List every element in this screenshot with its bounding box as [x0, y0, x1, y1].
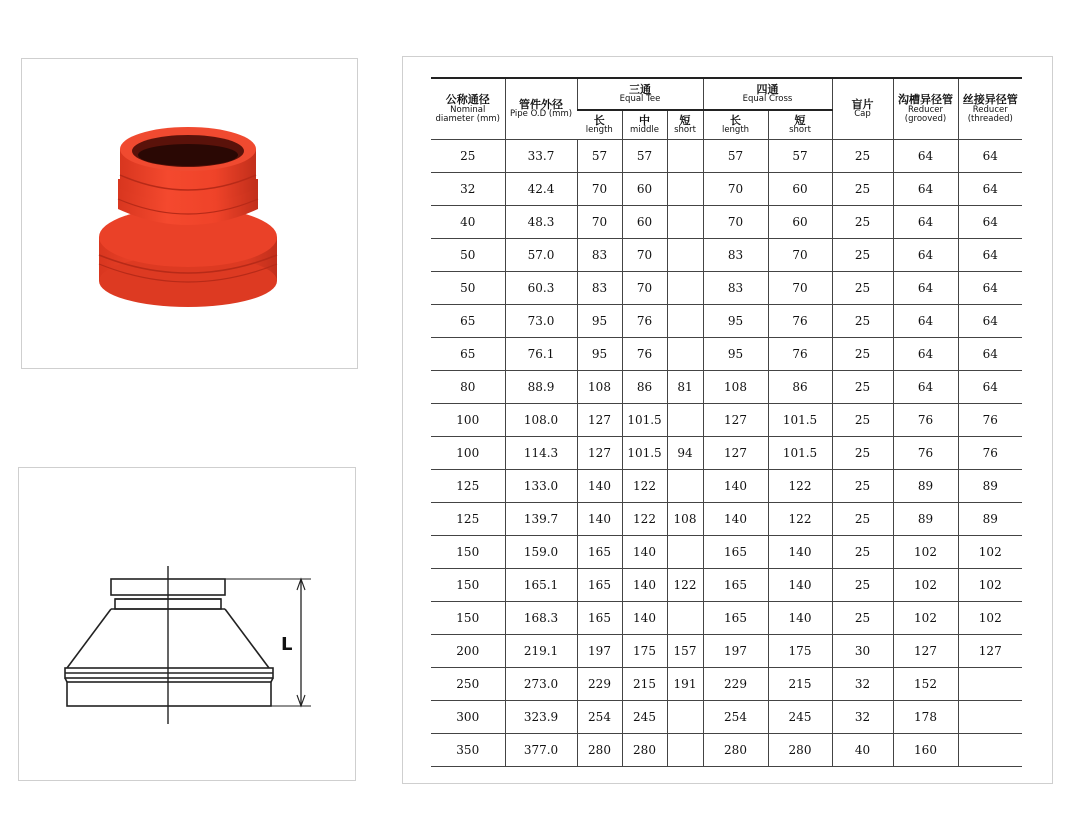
cell-cap: 40: [832, 734, 893, 767]
cell-cap: 25: [832, 206, 893, 239]
cell-cross-length: 127: [703, 404, 768, 437]
cell-tee-short: 157: [667, 635, 703, 668]
cell-od: 219.1: [505, 635, 577, 668]
cell-cross-short: 60: [768, 206, 832, 239]
cell-tee-length: 70: [577, 206, 622, 239]
cell-tee-middle: 122: [622, 503, 667, 536]
cell-tee-short: [667, 734, 703, 767]
cell-tee-middle: 101.5: [622, 437, 667, 470]
cell-reducer-grooved: 64: [893, 206, 958, 239]
cell-cap: 25: [832, 602, 893, 635]
cell-cross-short: 280: [768, 734, 832, 767]
cell-nominal: 125: [431, 503, 505, 536]
cell-cap: 25: [832, 371, 893, 404]
cell-cross-length: 280: [703, 734, 768, 767]
cell-tee-middle: 60: [622, 173, 667, 206]
table-row: [431, 635, 1022, 668]
cell-cross-short: 215: [768, 668, 832, 701]
cell-tee-short: [667, 404, 703, 437]
cell-nominal: 150: [431, 536, 505, 569]
cell-cross-length: 127: [703, 437, 768, 470]
cell-cap: 25: [832, 437, 893, 470]
cell-tee-middle: 140: [622, 569, 667, 602]
cell-reducer-threaded: 102: [958, 569, 1022, 602]
cell-cap: 32: [832, 668, 893, 701]
header-tee-middle: 中 middle: [622, 110, 667, 140]
cell-cap: 25: [832, 239, 893, 272]
cell-cross-short: 140: [768, 536, 832, 569]
cell-nominal: 65: [431, 305, 505, 338]
cell-od: 73.0: [505, 305, 577, 338]
product-photo-panel: [21, 58, 358, 369]
cell-tee-short: [667, 602, 703, 635]
cell-reducer-grooved: 102: [893, 536, 958, 569]
cell-cross-length: 108: [703, 371, 768, 404]
table-row: [431, 239, 1022, 272]
cell-cross-length: 165: [703, 602, 768, 635]
cell-cross-length: 197: [703, 635, 768, 668]
cell-od: 76.1: [505, 338, 577, 371]
cell-tee-length: 165: [577, 602, 622, 635]
cell-cross-short: 245: [768, 701, 832, 734]
cell-cross-short: 101.5: [768, 437, 832, 470]
cell-nominal: 50: [431, 239, 505, 272]
cell-cross-short: 101.5: [768, 404, 832, 437]
cell-cap: 25: [832, 503, 893, 536]
cell-tee-short: [667, 536, 703, 569]
cell-tee-short: [667, 206, 703, 239]
header-od: 管件外径 Pipe O.D (mm): [505, 78, 577, 140]
cell-tee-short: [667, 272, 703, 305]
cell-cross-short: 70: [768, 272, 832, 305]
cell-tee-short: [667, 470, 703, 503]
cell-tee-length: 57: [577, 140, 622, 173]
cell-reducer-grooved: 152: [893, 668, 958, 701]
cell-tee-short: 122: [667, 569, 703, 602]
cell-cross-length: 140: [703, 470, 768, 503]
cell-reducer-threaded: [958, 668, 1022, 701]
cell-tee-middle: 70: [622, 239, 667, 272]
cell-cap: 25: [832, 338, 893, 371]
header-tee-short: 短 short: [667, 110, 703, 140]
cell-od: 377.0: [505, 734, 577, 767]
table-row: [431, 701, 1022, 734]
header-tee-length: 长 length: [577, 110, 622, 140]
cell-reducer-threaded: 127: [958, 635, 1022, 668]
cell-tee-short: 191: [667, 668, 703, 701]
cell-reducer-grooved: 64: [893, 338, 958, 371]
cell-nominal: 150: [431, 569, 505, 602]
cell-cross-short: 175: [768, 635, 832, 668]
cell-reducer-grooved: 76: [893, 404, 958, 437]
cell-reducer-threaded: 102: [958, 536, 1022, 569]
technical-drawing-panel: [18, 467, 356, 781]
cell-tee-middle: 122: [622, 470, 667, 503]
cell-cap: 25: [832, 404, 893, 437]
cell-reducer-threaded: [958, 701, 1022, 734]
cell-tee-length: 95: [577, 338, 622, 371]
table-row: [431, 140, 1022, 173]
cell-reducer-grooved: 64: [893, 140, 958, 173]
cell-nominal: 100: [431, 404, 505, 437]
spec-table: [431, 77, 1022, 767]
cell-tee-short: 81: [667, 371, 703, 404]
cell-od: 42.4: [505, 173, 577, 206]
cell-cross-length: 95: [703, 338, 768, 371]
cell-cross-length: 165: [703, 536, 768, 569]
cell-cross-length: 95: [703, 305, 768, 338]
cell-reducer-grooved: 89: [893, 470, 958, 503]
cell-od: 60.3: [505, 272, 577, 305]
cell-cross-short: 70: [768, 239, 832, 272]
cell-od: 168.3: [505, 602, 577, 635]
cell-reducer-grooved: 89: [893, 503, 958, 536]
cell-cross-short: 122: [768, 470, 832, 503]
cell-reducer-threaded: 64: [958, 173, 1022, 206]
cell-nominal: 32: [431, 173, 505, 206]
table-row: [431, 536, 1022, 569]
cell-reducer-threaded: 64: [958, 305, 1022, 338]
cell-cross-short: 140: [768, 602, 832, 635]
cell-od: 88.9: [505, 371, 577, 404]
cell-tee-middle: 175: [622, 635, 667, 668]
cell-reducer-grooved: 102: [893, 602, 958, 635]
cell-nominal: 40: [431, 206, 505, 239]
cell-tee-length: 83: [577, 239, 622, 272]
cell-od: 33.7: [505, 140, 577, 173]
spec-table-body: [431, 140, 1022, 767]
cell-nominal: 125: [431, 470, 505, 503]
table-row: [431, 668, 1022, 701]
table-row: [431, 305, 1022, 338]
cell-cross-length: 83: [703, 272, 768, 305]
cell-reducer-threaded: 64: [958, 338, 1022, 371]
cell-od: 133.0: [505, 470, 577, 503]
table-row: [431, 173, 1022, 206]
header-equal-tee: 三通 Equal Tee: [577, 78, 703, 110]
cell-cross-short: 60: [768, 173, 832, 206]
cell-od: 159.0: [505, 536, 577, 569]
cell-tee-middle: 140: [622, 602, 667, 635]
cell-nominal: 250: [431, 668, 505, 701]
cell-nominal: 65: [431, 338, 505, 371]
cell-nominal: 100: [431, 437, 505, 470]
cell-cross-length: 83: [703, 239, 768, 272]
header-nominal: 公称通径 Nominal diameter (mm): [431, 78, 505, 140]
cell-tee-short: [667, 305, 703, 338]
cell-cap: 25: [832, 470, 893, 503]
cell-od: 114.3: [505, 437, 577, 470]
cell-reducer-grooved: 178: [893, 701, 958, 734]
cell-cap: 25: [832, 536, 893, 569]
cell-tee-middle: 57: [622, 140, 667, 173]
cell-nominal: 150: [431, 602, 505, 635]
cell-od: 139.7: [505, 503, 577, 536]
table-row: [431, 272, 1022, 305]
cell-tee-middle: 76: [622, 305, 667, 338]
cell-cross-length: 70: [703, 173, 768, 206]
cell-cap: 30: [832, 635, 893, 668]
cell-cross-length: 70: [703, 206, 768, 239]
cell-tee-length: 140: [577, 470, 622, 503]
cell-tee-length: 254: [577, 701, 622, 734]
table-row: [431, 206, 1022, 239]
cell-tee-length: 83: [577, 272, 622, 305]
cell-cross-short: 57: [768, 140, 832, 173]
cell-od: 48.3: [505, 206, 577, 239]
cell-cap: 25: [832, 140, 893, 173]
cell-tee-middle: 70: [622, 272, 667, 305]
cell-tee-length: 197: [577, 635, 622, 668]
cell-cap: 25: [832, 305, 893, 338]
cell-reducer-threaded: 64: [958, 272, 1022, 305]
cell-tee-short: 94: [667, 437, 703, 470]
cell-tee-length: 280: [577, 734, 622, 767]
cell-tee-short: [667, 338, 703, 371]
cell-cross-length: 140: [703, 503, 768, 536]
cell-reducer-threaded: 76: [958, 437, 1022, 470]
cell-reducer-threaded: 64: [958, 206, 1022, 239]
table-row: [431, 338, 1022, 371]
cell-cross-short: 86: [768, 371, 832, 404]
cell-reducer-grooved: 64: [893, 305, 958, 338]
table-row: [431, 470, 1022, 503]
cell-cross-length: 229: [703, 668, 768, 701]
cell-tee-length: 127: [577, 404, 622, 437]
cell-reducer-grooved: 160: [893, 734, 958, 767]
cell-reducer-threaded: 89: [958, 470, 1022, 503]
cell-cross-length: 254: [703, 701, 768, 734]
cell-tee-length: 165: [577, 569, 622, 602]
cell-reducer-grooved: 64: [893, 371, 958, 404]
reducer-section-drawing: [19, 468, 355, 780]
cell-cross-length: 165: [703, 569, 768, 602]
cell-reducer-grooved: 76: [893, 437, 958, 470]
cell-reducer-grooved: 127: [893, 635, 958, 668]
table-row: [431, 503, 1022, 536]
cell-cross-short: 76: [768, 305, 832, 338]
cell-nominal: 25: [431, 140, 505, 173]
header-reducer-threaded: 丝接异径管 Reducer (threaded): [958, 78, 1022, 140]
cell-tee-short: 108: [667, 503, 703, 536]
cell-reducer-threaded: 64: [958, 140, 1022, 173]
cell-reducer-threaded: 102: [958, 602, 1022, 635]
cell-tee-length: 165: [577, 536, 622, 569]
cell-tee-middle: 215: [622, 668, 667, 701]
cell-tee-middle: 140: [622, 536, 667, 569]
header-equal-cross: 四通 Equal Cross: [703, 78, 832, 110]
cell-od: 108.0: [505, 404, 577, 437]
table-row: [431, 437, 1022, 470]
cell-od: 273.0: [505, 668, 577, 701]
cell-tee-middle: 86: [622, 371, 667, 404]
cell-cap: 25: [832, 272, 893, 305]
cell-cross-short: 140: [768, 569, 832, 602]
header-cap: 盲片 Cap: [832, 78, 893, 140]
cell-od: 57.0: [505, 239, 577, 272]
header-cross-short: 短 short: [768, 110, 832, 140]
cell-tee-length: 95: [577, 305, 622, 338]
cell-nominal: 350: [431, 734, 505, 767]
cell-nominal: 200: [431, 635, 505, 668]
cell-tee-length: 140: [577, 503, 622, 536]
cell-reducer-threaded: [958, 734, 1022, 767]
cell-cross-short: 76: [768, 338, 832, 371]
header-cross-length: 长 length: [703, 110, 768, 140]
cell-reducer-threaded: 64: [958, 239, 1022, 272]
cell-cross-length: 57: [703, 140, 768, 173]
cell-cap: 25: [832, 173, 893, 206]
cell-reducer-grooved: 64: [893, 272, 958, 305]
cell-reducer-threaded: 64: [958, 371, 1022, 404]
cell-tee-length: 108: [577, 371, 622, 404]
cell-cap: 25: [832, 569, 893, 602]
table-row: [431, 569, 1022, 602]
cell-reducer-grooved: 64: [893, 173, 958, 206]
table-row: [431, 602, 1022, 635]
cell-tee-middle: 60: [622, 206, 667, 239]
cell-reducer-threaded: 89: [958, 503, 1022, 536]
table-row: [431, 371, 1022, 404]
cell-tee-middle: 280: [622, 734, 667, 767]
cell-reducer-threaded: 76: [958, 404, 1022, 437]
cell-nominal: 300: [431, 701, 505, 734]
cell-tee-short: [667, 701, 703, 734]
cell-od: 323.9: [505, 701, 577, 734]
cell-tee-short: [667, 239, 703, 272]
cell-tee-middle: 76: [622, 338, 667, 371]
cell-tee-middle: 101.5: [622, 404, 667, 437]
table-row: [431, 734, 1022, 767]
spec-table-panel: [402, 56, 1053, 784]
cell-tee-length: 127: [577, 437, 622, 470]
cell-nominal: 80: [431, 371, 505, 404]
cell-tee-length: 229: [577, 668, 622, 701]
header-reducer-grooved: 沟槽异径管 Reducer (grooved): [893, 78, 958, 140]
cell-od: 165.1: [505, 569, 577, 602]
cell-nominal: 50: [431, 272, 505, 305]
cell-cap: 32: [832, 701, 893, 734]
red-reducer-photo: [22, 59, 357, 368]
dimension-label: L: [281, 634, 293, 655]
cell-reducer-grooved: 64: [893, 239, 958, 272]
table-row: [431, 404, 1022, 437]
cell-tee-length: 70: [577, 173, 622, 206]
cell-tee-short: [667, 140, 703, 173]
cell-cross-short: 122: [768, 503, 832, 536]
cell-tee-middle: 245: [622, 701, 667, 734]
cell-tee-short: [667, 173, 703, 206]
cell-reducer-grooved: 102: [893, 569, 958, 602]
